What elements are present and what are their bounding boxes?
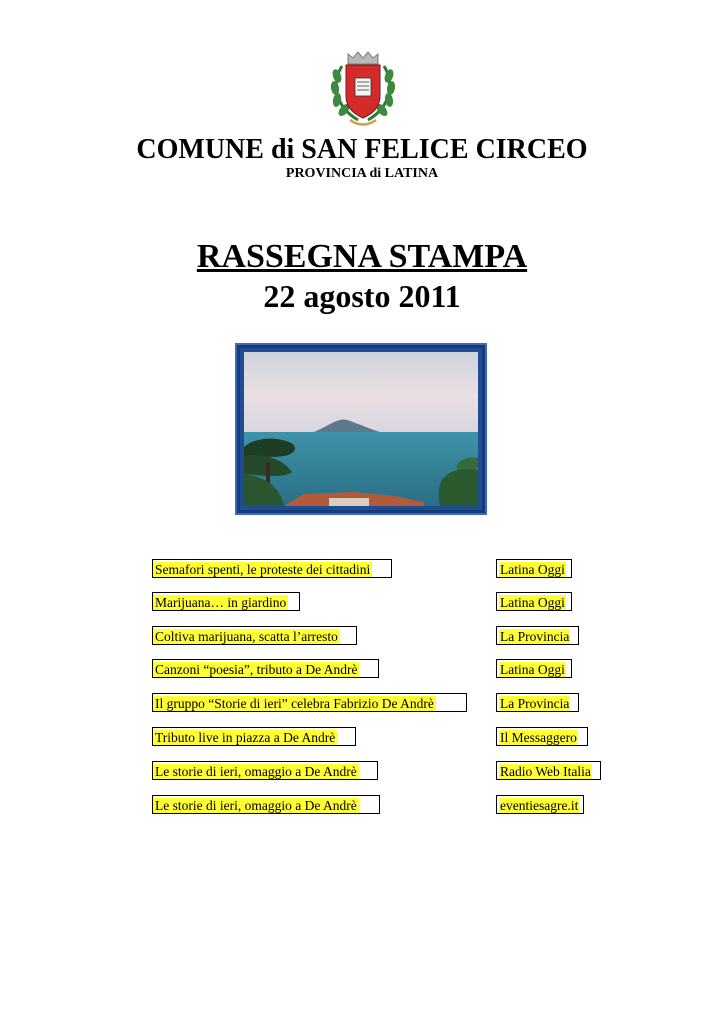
press-item-source-box xyxy=(496,795,584,814)
press-item-title: Le storie di ieri, omaggio a De Andrè xyxy=(155,798,357,813)
page-heading: RASSEGNA STAMPA xyxy=(196,238,528,275)
press-item-source: La Provincia xyxy=(500,629,570,644)
province-subtitle: PROVINCIA di LATINA xyxy=(285,166,439,181)
press-item-source-box xyxy=(496,761,601,780)
press-item-source: La Provincia xyxy=(500,696,570,711)
press-item-title: Il gruppo “Storie di ieri” celebra Fabrizio De Andrè xyxy=(155,696,434,711)
press-item-source-box xyxy=(496,727,588,746)
press-item-source: eventiesagre.it xyxy=(500,798,579,813)
press-item-source: Il Messaggero xyxy=(500,730,577,745)
press-item-title-box xyxy=(152,626,357,645)
press-item-title: Semafori spenti, le proteste dei cittadini xyxy=(155,562,371,577)
press-item-title-box xyxy=(152,559,392,578)
press-item-source-box xyxy=(496,659,572,678)
press-item-title: Canzoni “poesia”, tributo a De Andrè xyxy=(155,662,358,677)
press-item-source: Latina Oggi xyxy=(500,662,565,677)
press-item-title-box xyxy=(152,659,379,678)
press-item-title-box xyxy=(152,693,467,712)
press-item-title: Le storie di ieri, omaggio a De Andrè xyxy=(155,764,357,779)
press-item-source: Radio Web Italia xyxy=(500,764,591,779)
press-item-source-box xyxy=(496,693,579,712)
municipality-title: COMUNE di SAN FELICE CIRCEO xyxy=(136,134,588,165)
press-item-source-box xyxy=(496,592,572,611)
press-item-source: Latina Oggi xyxy=(500,562,565,577)
press-item-source-box xyxy=(496,559,572,578)
press-item-source: Latina Oggi xyxy=(500,595,565,610)
press-item-title-box xyxy=(152,795,380,814)
press-item-title: Coltiva marijuana, scatta l’arresto xyxy=(155,629,338,644)
press-item-title-box xyxy=(152,761,378,780)
press-item-title-box xyxy=(152,592,300,611)
press-item-title-box xyxy=(152,727,356,746)
press-item-title: Tributo live in piazza a De Andrè xyxy=(155,730,336,745)
press-item-title: Marijuana… in giardino xyxy=(155,595,287,610)
press-item-source-box xyxy=(496,626,579,645)
page-date: 22 agosto 2011 xyxy=(263,278,461,314)
